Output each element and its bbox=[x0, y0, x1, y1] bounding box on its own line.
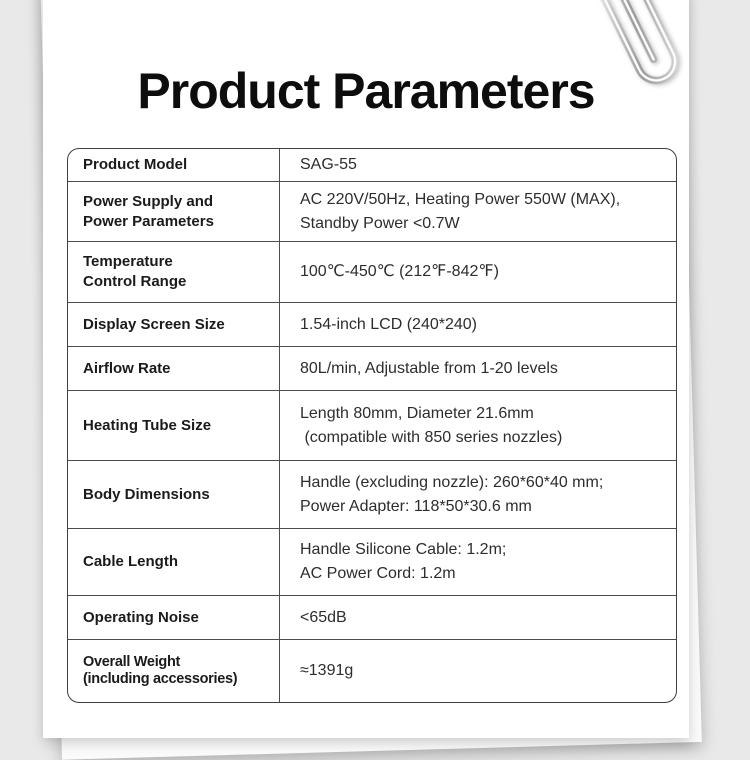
param-label-line: Product Model bbox=[83, 156, 188, 173]
param-value bbox=[280, 640, 676, 702]
param-value-line: Power Adapter: 118*50*30.6 mm bbox=[300, 497, 532, 515]
param-label-line: Body Dimensions bbox=[83, 485, 210, 503]
param-label bbox=[68, 149, 280, 181]
param-label bbox=[68, 596, 280, 639]
param-value bbox=[280, 461, 676, 528]
param-label bbox=[68, 347, 280, 390]
param-label bbox=[68, 303, 280, 346]
table-row bbox=[68, 182, 676, 242]
param-label-line: (including accessories) bbox=[83, 671, 238, 687]
param-value bbox=[280, 149, 676, 181]
param-label-line: Operating Noise bbox=[83, 608, 199, 626]
param-label-line: Airflow Rate bbox=[83, 359, 171, 377]
param-value-line: Standby Power <0.7W bbox=[300, 214, 460, 232]
param-value bbox=[280, 182, 676, 241]
param-label-line: Overall Weight bbox=[83, 654, 181, 670]
param-value-line: AC Power Cord: 1.2m bbox=[300, 565, 456, 582]
table-row bbox=[68, 640, 676, 702]
table-row bbox=[68, 242, 676, 303]
param-label bbox=[68, 242, 280, 302]
param-label-line: Temperature bbox=[83, 253, 173, 270]
param-label bbox=[68, 640, 280, 702]
param-value-line: 80L/min, Adjustable from 1-20 levels bbox=[300, 359, 558, 377]
param-label-line: Cable Length bbox=[83, 553, 179, 570]
param-label bbox=[68, 391, 280, 460]
param-value-line: AC 220V/50Hz, Heating Power 550W (MAX), bbox=[300, 190, 621, 208]
param-value bbox=[280, 391, 676, 460]
table-row bbox=[68, 529, 676, 596]
param-label bbox=[68, 182, 280, 241]
param-value-line: (compatible with 850 series nozzles) bbox=[300, 428, 563, 446]
table-row bbox=[68, 347, 676, 391]
parameters-table bbox=[67, 148, 677, 703]
param-value-line: Length 80mm, Diameter 21.6mm bbox=[300, 404, 534, 422]
param-value bbox=[280, 529, 676, 595]
param-value-line: Handle Silicone Cable: 1.2m; bbox=[300, 541, 507, 558]
page-title: Product Parameters bbox=[137, 63, 595, 119]
param-label-line: Display Screen Size bbox=[83, 315, 225, 333]
table-row bbox=[68, 391, 676, 461]
table-row bbox=[68, 149, 676, 182]
param-value-line: 1.54-inch LCD (240*240) bbox=[300, 315, 477, 333]
param-value-line: 100℃-450℃ (212℉-842℉) bbox=[300, 263, 499, 280]
table-row bbox=[68, 461, 676, 529]
param-label-line: Heating Tube Size bbox=[83, 416, 212, 434]
param-label-line: Control Range bbox=[83, 273, 187, 290]
param-label-line: Power Supply and bbox=[83, 192, 214, 210]
param-value bbox=[280, 303, 676, 346]
table-row bbox=[68, 596, 676, 640]
param-value-line: ≈1391g bbox=[300, 662, 354, 679]
param-label-line: Power Parameters bbox=[83, 212, 214, 230]
spec-sheet-paper bbox=[43, 0, 689, 738]
param-value-line: SAG-55 bbox=[300, 156, 357, 173]
param-value-line: <65dB bbox=[300, 608, 347, 626]
param-value-line: Handle (excluding nozzle): 260*60*40 mm; bbox=[300, 473, 604, 491]
param-label bbox=[68, 461, 280, 528]
table-row bbox=[68, 303, 676, 347]
param-label bbox=[68, 529, 280, 595]
param-value bbox=[280, 242, 676, 302]
param-value bbox=[280, 596, 676, 639]
param-value bbox=[280, 347, 676, 390]
